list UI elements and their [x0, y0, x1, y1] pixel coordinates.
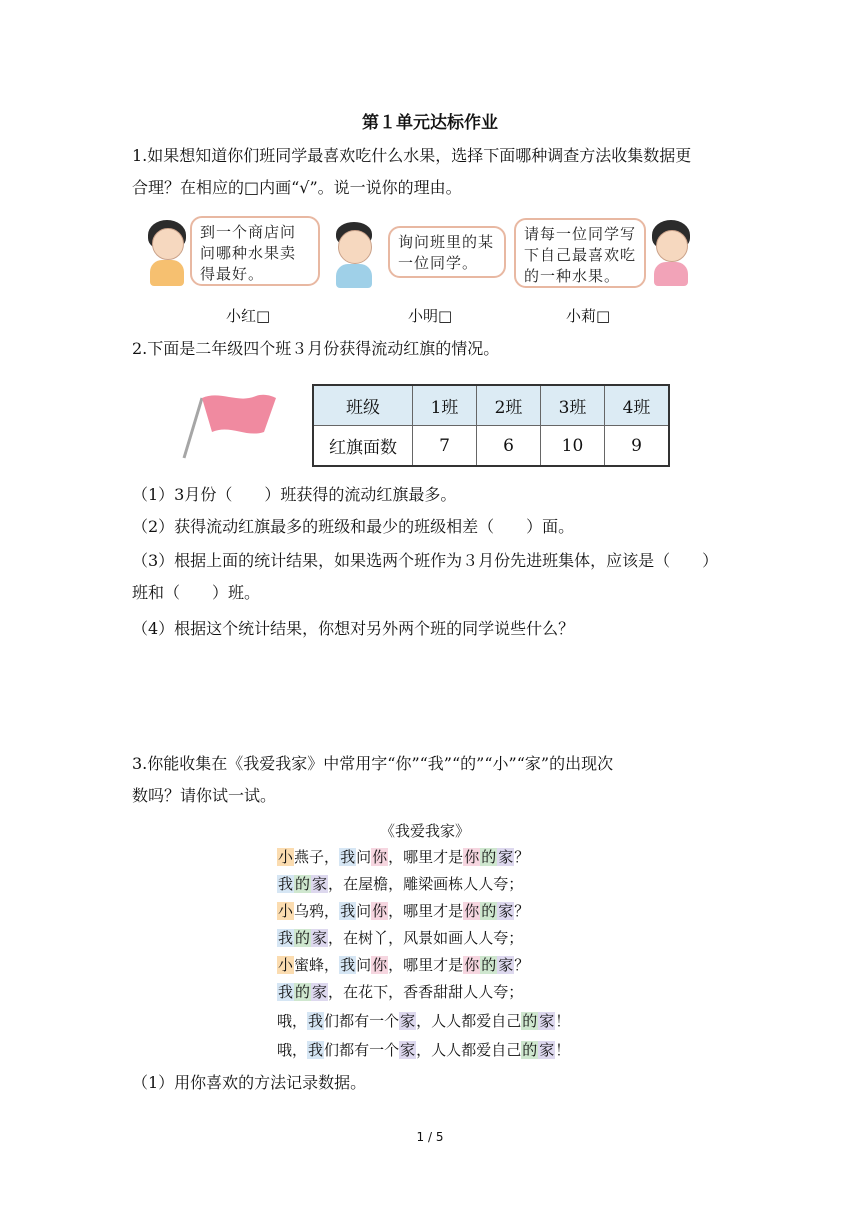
poem-line: 小蜜蜂，我问你，哪里才是你 的 家？ — [278, 956, 530, 974]
red-flag-table — [312, 384, 670, 467]
table-header-class-3: 3班 — [541, 385, 605, 426]
q2-sub4: （4）根据这个统计结果，你想对另外两个班的同学说些什么？ — [132, 619, 575, 638]
table-header-class-2: 2班 — [477, 385, 541, 426]
option-xiaoming[interactable]: 小明□ — [408, 307, 453, 325]
poem-line: 小燕子，我问你，哪里才是你 的 家？ — [278, 848, 530, 866]
poem-line: 小乌鸦，我问你，哪里才是你 的 家？ — [278, 902, 530, 920]
table-cell-value: 7 — [413, 426, 477, 467]
q2-sub1: （1）3月份（ ）班获得的流动红旗最多。 — [132, 485, 457, 504]
table-row — [313, 426, 669, 467]
q3-line2: 数吗？请你试一试。 — [132, 786, 277, 805]
poem-line: 我 的 家，在花下，香香甜甜人人夸； — [278, 983, 524, 1001]
table-header-class: 班级 — [313, 385, 413, 426]
option-xiaoli[interactable]: 小莉□ — [566, 307, 611, 325]
q1-line1: 1.如果想知道你们班同学最喜欢吃什么水果，选择下面哪种调查方法收集数据更 — [132, 146, 692, 165]
table-cell-value: 9 — [605, 426, 670, 467]
table-cell-value: 6 — [477, 426, 541, 467]
girl-illustration-2 — [650, 220, 692, 288]
q3-line1: 3.你能收集在《我爱我家》中常用字“你”“我”“的”“小”“家”的出现次 — [132, 754, 614, 773]
q2-sub2: （2）获得流动红旗最多的班级和最少的班级相差（ ）面。 — [132, 517, 575, 536]
table-cell-value: 10 — [541, 426, 605, 467]
speech-bubble-xiaoming: 询问班里的某一位同学。 — [388, 226, 506, 278]
speech-bubble-xiaohong: 到一个商店问问哪种水果卖得最好。 — [190, 216, 320, 286]
speech-bubble-xiaoli: 请每一位同学写下自己最喜欢吃的一种水果。 — [514, 218, 646, 288]
poem-line: 哦，我们都有一个家，人人都爱自己的 家！ — [277, 1041, 571, 1059]
poem-line: 我 的 家，在屋檐，雕梁画栋人人夸； — [278, 875, 524, 893]
q1-line2: 合理？在相应的□内画“√”。说一说你的理由。 — [132, 178, 462, 197]
poem-title: 《我爱我家》 — [380, 822, 471, 840]
red-flag-icon — [180, 388, 280, 462]
poem-line: 我 的 家，在树丫，风景如画人人夸； — [278, 929, 524, 947]
page-title: 第１单元达标作业 — [362, 113, 498, 133]
q2-intro: 2.下面是二年级四个班３月份获得流动红旗的情况。 — [132, 339, 500, 358]
q2-sub3a: （3）根据上面的统计结果，如果选两个班作为３月份先进班集体，应该是（ ） — [132, 551, 719, 570]
girl-illustration-1 — [146, 218, 188, 288]
q2-sub3b: 班和（ ）班。 — [132, 583, 261, 602]
table-header-row — [313, 385, 669, 426]
table-header-class-4: 4班 — [605, 385, 670, 426]
boy-illustration — [332, 222, 376, 290]
table-header-class-1: 1班 — [413, 385, 477, 426]
table-label-flags: 红旗面数 — [313, 426, 413, 467]
q3-sub1: （1）用你喜欢的方法记录数据。 — [132, 1073, 367, 1092]
option-xiaohong[interactable]: 小红□ — [226, 307, 271, 325]
poem-line: 哦，我们都有一个家，人人都爱自己的 家！ — [277, 1012, 571, 1030]
page-number: 1 / 5 — [416, 1130, 444, 1144]
